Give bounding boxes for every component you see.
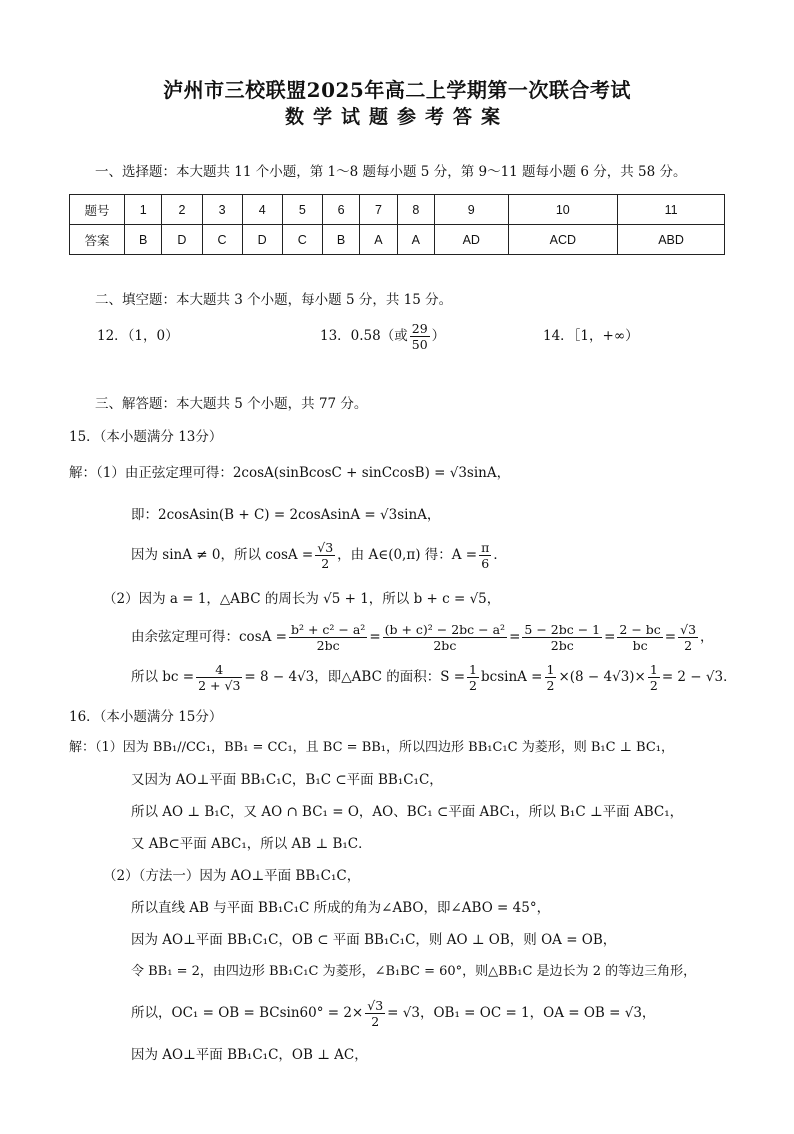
question-number: 10 <box>508 195 618 225</box>
q16-line <box>131 996 655 1030</box>
question-number: 7 <box>360 195 397 225</box>
q16-line: （2）（方法一）因为 AO⊥平面 BB₁C₁C， <box>103 868 361 884</box>
page-title: 泸州市三校联盟2025年高二上学期第一次联合考试 <box>163 78 631 102</box>
text-segment: 所以，OC₁ = OB = BCsin60° = 2× <box>131 1005 364 1021</box>
answer-12: 12．（1，0） <box>97 328 179 344</box>
question-number: 4 <box>242 195 282 225</box>
answer-13 <box>320 318 445 354</box>
q16-line: 解：（1）因为 BB₁//CC₁，BB₁ = CC₁，且 BC = BB₁，所以四边形 BB₁C₁C 为菱形，则 B₁C ⊥ BC₁， <box>69 740 674 755</box>
answer-cell: AD <box>435 225 509 255</box>
fraction-denominator: 2bc <box>316 638 340 653</box>
fraction-denominator: 2 <box>684 638 693 653</box>
fraction-numerator: 1 <box>649 662 658 677</box>
fraction-denominator: 2 <box>371 1014 380 1029</box>
fraction <box>365 998 385 1029</box>
fraction-numerator: 1 <box>546 662 555 677</box>
fraction-numerator: (b + c)² − 2bc − a² <box>384 622 506 637</box>
fraction-denominator: 2 + √3 <box>198 678 241 693</box>
answer-cell: B <box>125 225 162 255</box>
answer-cell: A <box>397 225 434 255</box>
fraction-denominator: 6 <box>481 556 490 571</box>
question-number: 5 <box>282 195 322 225</box>
q16-line: 又因为 AO⊥平面 BB₁C₁C，B₁C ⊂平面 BB₁C₁C， <box>131 772 443 788</box>
fraction-denominator: 2 <box>649 678 658 693</box>
question-number: 8 <box>397 195 434 225</box>
section3-heading: 三、解答题：本大题共 5 个小题，共 77 分。 <box>95 396 368 412</box>
fraction-numerator: 5 − 2bc − 1 <box>524 622 601 637</box>
fraction-denominator: bc <box>632 638 648 653</box>
fraction-numerator: √3 <box>367 998 384 1013</box>
text-segment: ， <box>700 629 714 645</box>
fraction-denominator: 2 <box>546 678 555 693</box>
text-segment: ×(8 − 4√3)× <box>558 669 646 685</box>
table-row-label: 答案 <box>70 225 125 255</box>
fraction <box>522 622 602 653</box>
table-row-label: 题号 <box>70 195 125 225</box>
answer-cell: B <box>322 225 359 255</box>
text-segment: = 8 − 4√3，即△ABC 的面积：S = <box>244 669 466 685</box>
q16-line: 又 AB⊂平面 ABC₁，所以 AB ⊥ B₁C． <box>131 836 372 852</box>
answer-cell: ABD <box>618 225 725 255</box>
fraction <box>410 321 430 352</box>
question-number: 9 <box>435 195 509 225</box>
question-number: 3 <box>202 195 242 225</box>
fraction <box>617 622 662 653</box>
fraction-numerator: 4 <box>196 662 242 678</box>
fraction <box>545 662 557 693</box>
q15-heading: 15．（本小题满分 13分） <box>69 429 223 445</box>
fraction <box>479 540 491 571</box>
fraction-numerator: b² + c² − a² <box>290 622 366 637</box>
fraction-numerator: √3 <box>680 622 697 637</box>
text-segment: = 2 − √3． <box>661 669 737 685</box>
fraction <box>648 662 660 693</box>
answer-cell: C <box>202 225 242 255</box>
answer-cell: D <box>242 225 282 255</box>
q15-line: （2）因为 a = 1，△ABC 的周长为 √5 + 1，所以 b + c = √5， <box>103 591 501 607</box>
question-number: 2 <box>162 195 202 225</box>
table-row-answers <box>70 225 725 255</box>
section2-heading: 二、填空题：本大题共 3 个小题，每小题 5 分，共 15 分。 <box>95 292 453 308</box>
fraction-denominator: 2 <box>469 678 477 693</box>
answer-cell: D <box>162 225 202 255</box>
text-segment: 所以 bc = <box>131 669 195 685</box>
fraction-denominator: 2bc <box>433 638 457 653</box>
q16-line: 所以直线 AB 与平面 BB₁C₁C 所成的角为∠ABO，即∠ABO = 45°， <box>131 900 551 916</box>
table-row-numbers <box>70 195 725 225</box>
fraction-denominator: 2bc <box>550 638 574 653</box>
section1-heading: 一、选择题：本大题共 11 个小题，第 1～8 题每小题 5 分，第 9～11 题每小题 6 分，共 58 分。 <box>95 164 687 180</box>
fraction <box>383 622 507 653</box>
question-number: 6 <box>322 195 359 225</box>
q15-line: 即：2cosAsin(B + C) = 2cosAsinA = √3sinA， <box>131 507 441 523</box>
fraction-numerator: √3 <box>317 540 334 555</box>
answer-table <box>69 194 725 255</box>
q16-line: 所以 AO ⊥ B₁C，又 AO ∩ BC₁ = O，AO、BC₁ ⊂平面 ABC₁，所以 B₁C ⊥平面 ABC₁， <box>131 804 684 820</box>
question-number: 1 <box>125 195 162 225</box>
fraction <box>315 540 335 571</box>
q16-line: 因为 AO⊥平面 BB₁C₁C，OB ⊂ 平面 BB₁C₁C，则 AO ⊥ OB，则 OA = OB， <box>131 932 617 948</box>
page-subtitle: 数学试题参考答案 <box>284 106 509 128</box>
text-segment: bcsinA = <box>481 669 543 685</box>
fraction-denominator: 2 <box>321 556 330 571</box>
text-segment: ，由 A∈(0,π) 得：A = <box>337 547 478 563</box>
fraction-numerator: 29 <box>411 321 428 336</box>
text-segment: ． <box>493 547 507 563</box>
text-segment: = √3，OB₁ = OC = 1，OA = OB = √3， <box>387 1005 656 1021</box>
fraction <box>289 622 367 653</box>
answer-cell: A <box>360 225 397 255</box>
fraction <box>196 662 242 693</box>
fraction <box>678 622 698 653</box>
answer-13-text: 13．0.58（或 <box>320 328 408 344</box>
fraction-numerator: 2 − bc <box>619 622 661 637</box>
q15-line <box>131 660 737 694</box>
text-segment: 由余弦定理可得：cosA = <box>131 629 287 645</box>
text-segment: 因为 sinA ≠ 0，所以 cosA = <box>131 547 314 563</box>
q15-line: 由余弦定理可得：cosA = $\frac{\text{b² + c² − a²}}{2bc}$ = $\frac{\text{(b + c)² − 2bc − a²}}{2bc}$ = $\frac{5 - 2bc - 1}{2bc}$ = $\frac{2 - bc}{bc}$ = $\frac{√3}{2}$ ， <box>131 622 714 653</box>
fraction-numerator: π <box>481 540 490 555</box>
q16-heading: 16．（本小题满分 15分） <box>69 709 223 725</box>
answer-cell: ACD <box>508 225 618 255</box>
q16-line: 令 BB₁ = 2，由四边形 BB₁C₁C 为菱形，∠B₁BC = 60°，则△BB₁C 是边长为 2 的等边三角形， <box>131 964 697 979</box>
q15-line: 解：（1）由正弦定理可得：2cosA(sinBcosC + sinCcosB) = √3sinA， <box>69 465 511 481</box>
q15-line <box>131 538 507 572</box>
answer-14: 14．［1，+∞） <box>543 328 639 344</box>
fraction-denominator: 50 <box>411 337 428 352</box>
fraction <box>467 662 479 693</box>
q16-line: 因为 AO⊥平面 BB₁C₁C，OB ⊥ AC， <box>131 1047 368 1063</box>
fraction-numerator: 1 <box>469 662 477 677</box>
answer-cell: C <box>282 225 322 255</box>
question-number: 11 <box>618 195 725 225</box>
answer-13-close: ） <box>431 328 446 344</box>
